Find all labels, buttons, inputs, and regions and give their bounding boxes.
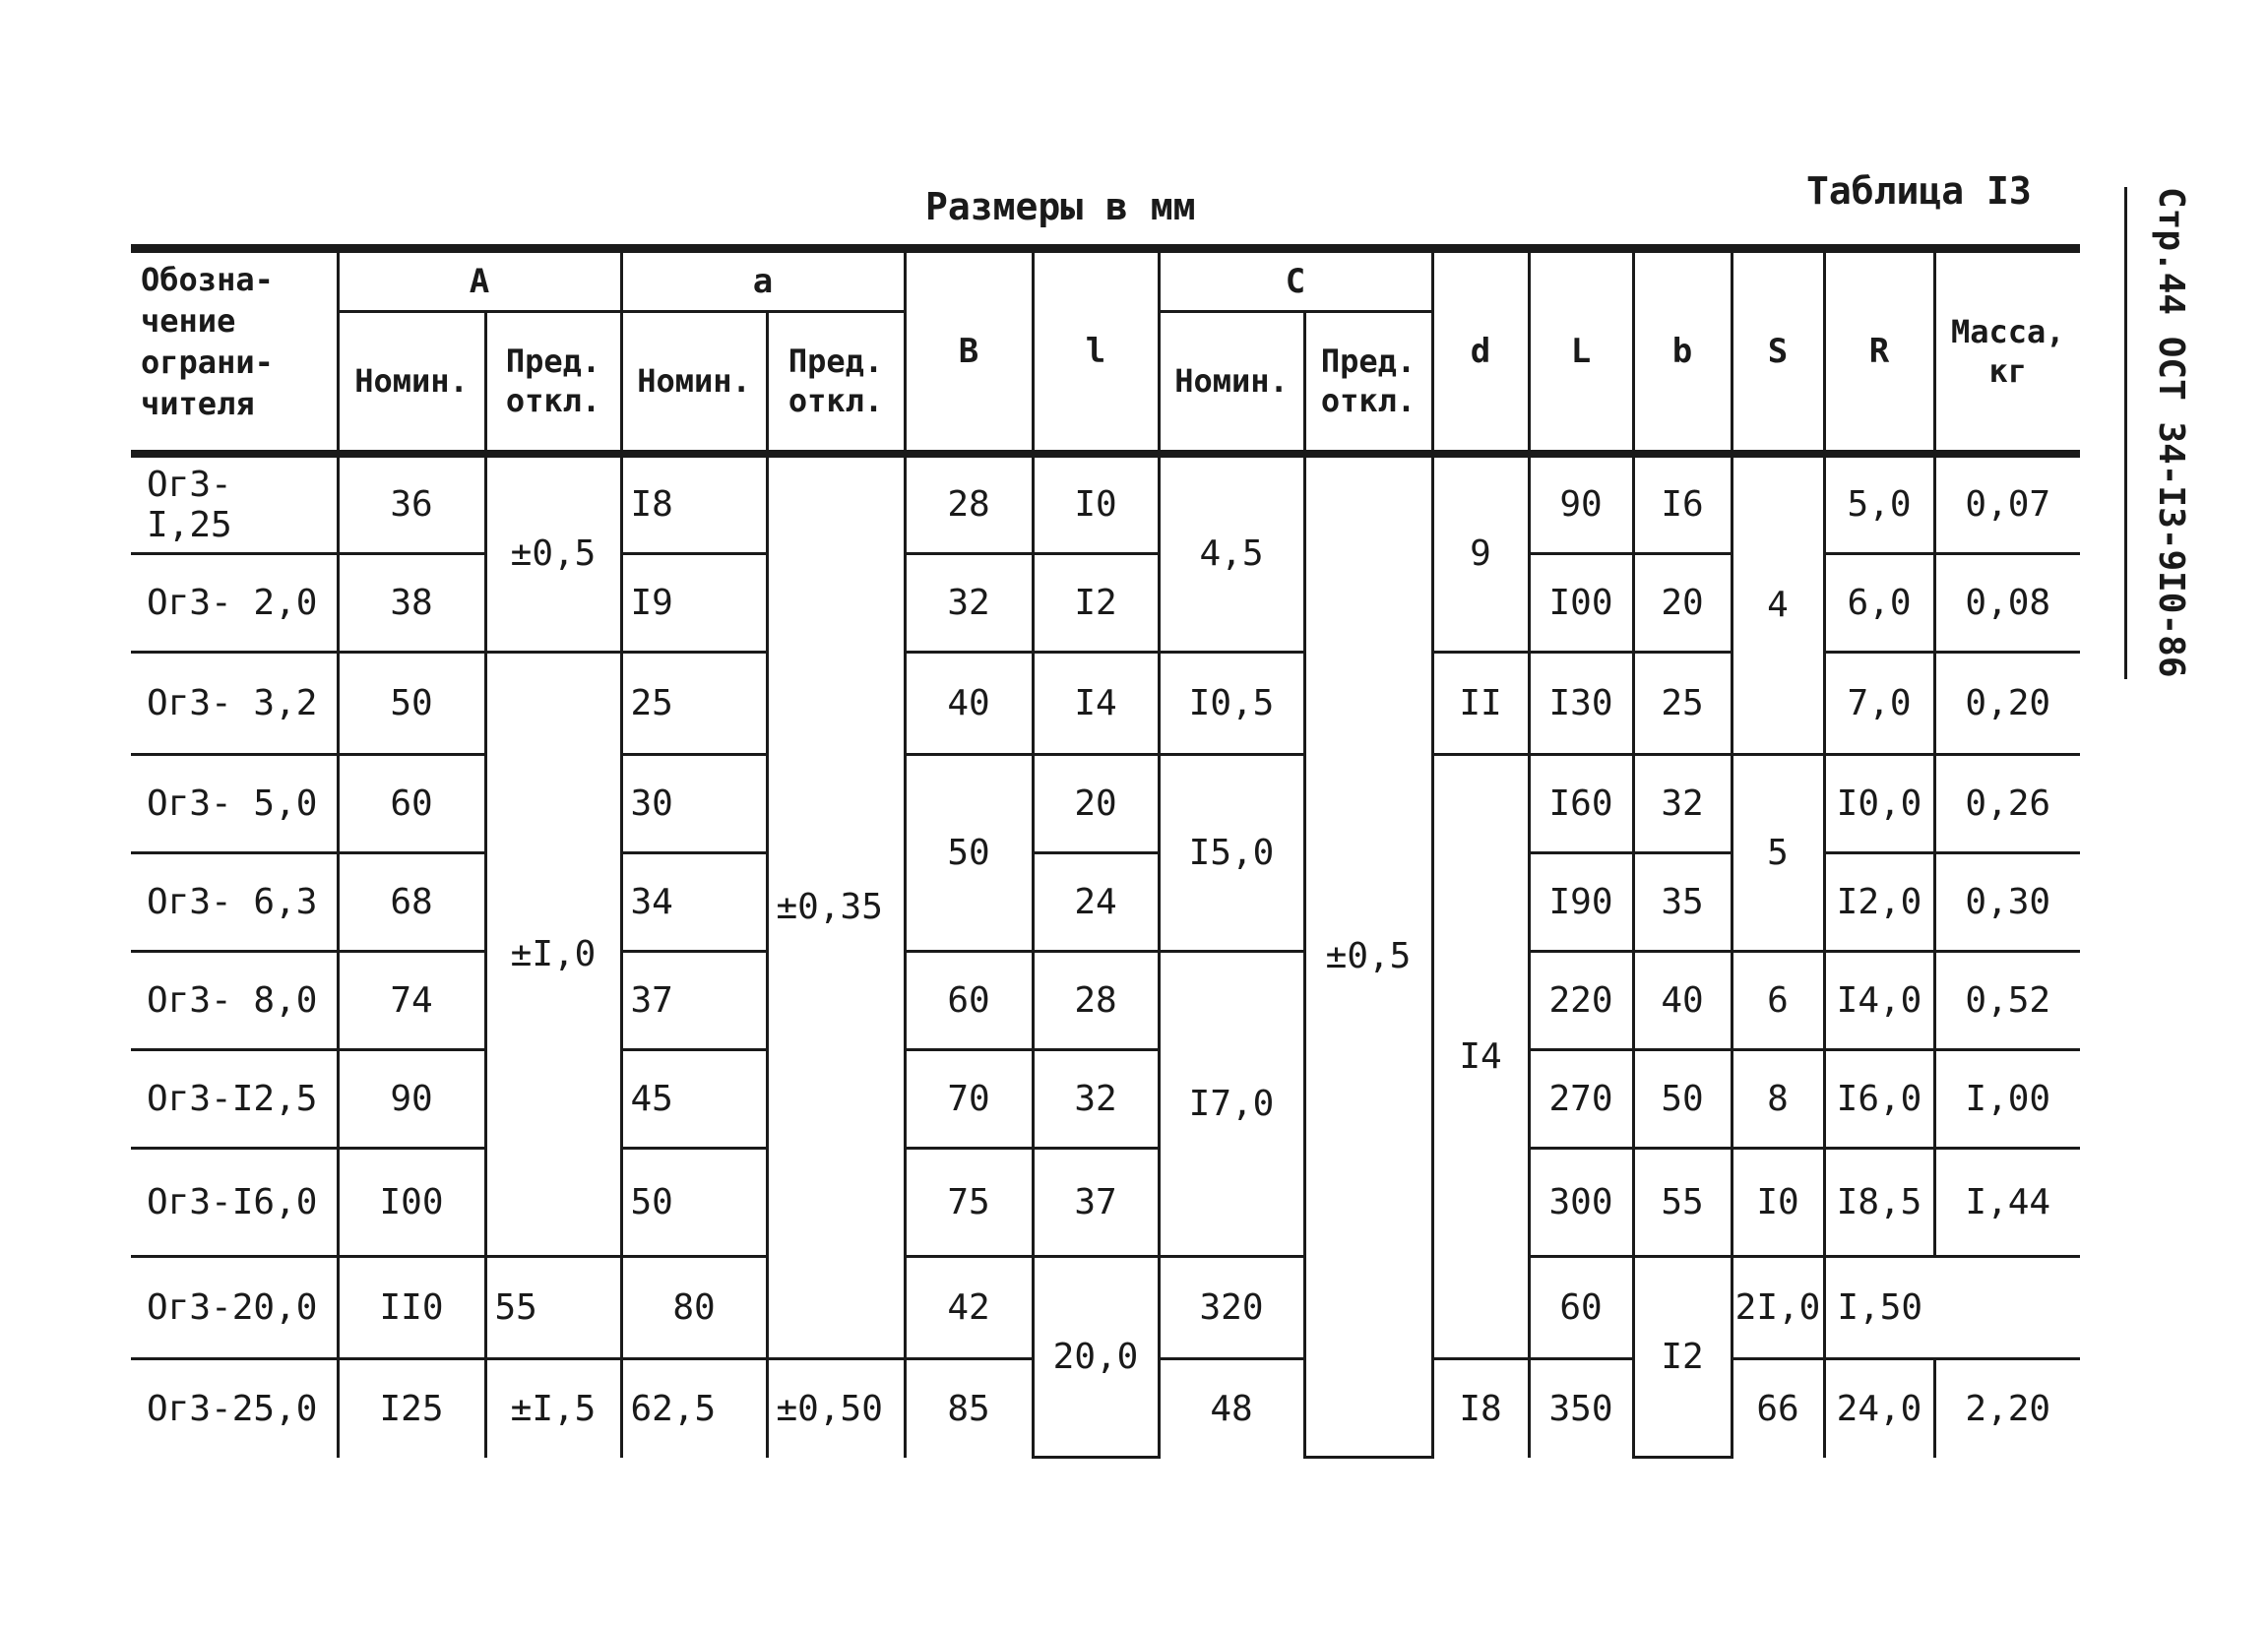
cell-a: 62,5 <box>621 1359 767 1458</box>
cell-L: 350 <box>1529 1359 1633 1458</box>
header-a-deviation: Пред. откл. <box>767 312 905 454</box>
cell-a: 50 <box>621 1149 767 1257</box>
cell-S: 4 <box>1732 454 1824 755</box>
cell-mass: 0,07 <box>1934 454 2080 554</box>
cell-A: 36 <box>338 454 485 554</box>
cell-A: 68 <box>338 853 485 952</box>
cell-B: 70 <box>905 1050 1033 1149</box>
cell-l: 48 <box>1159 1359 1304 1458</box>
header-L: L <box>1529 249 1633 454</box>
cell-L: 220 <box>1529 952 1633 1050</box>
cell-mass: I,50 <box>1824 1257 1934 1359</box>
cell-S: 8 <box>1732 1050 1824 1149</box>
cell-l: 37 <box>1033 1149 1159 1257</box>
cell-A: II0 <box>338 1257 485 1359</box>
cell-d: II <box>1432 653 1529 755</box>
header-C-nominal: Номин. <box>1159 312 1304 454</box>
cell-b: 25 <box>1633 653 1732 755</box>
cell-L: 90 <box>1529 454 1633 554</box>
cell-S: I0 <box>1732 1149 1824 1257</box>
header-A-nominal: Номин. <box>338 312 485 454</box>
header-b: b <box>1633 249 1732 454</box>
header-A-deviation: Пред. откл. <box>485 312 621 454</box>
cell-A: I00 <box>338 1149 485 1257</box>
cell-designation: Ог3-25,0 <box>131 1359 338 1458</box>
cell-mass: 0,20 <box>1934 653 2080 755</box>
table-row <box>131 755 2080 853</box>
cell-R: I2,0 <box>1824 853 1934 952</box>
cell-designation: Ог3-20,0 <box>131 1257 338 1359</box>
cell-C: 20,0 <box>1033 1257 1159 1458</box>
cell-L: I90 <box>1529 853 1633 952</box>
cell-d: I8 <box>1432 1359 1529 1458</box>
table-row <box>131 1149 2080 1257</box>
cell-l: 42 <box>905 1257 1033 1359</box>
header-d: d <box>1432 249 1529 454</box>
table-row <box>131 952 2080 1050</box>
cell-A-deviation: ±I,5 <box>485 1359 621 1458</box>
cell-A: 50 <box>338 653 485 755</box>
cell-A: 60 <box>338 755 485 853</box>
header-mass: Масса, кг <box>1934 249 2080 454</box>
cell-a: I9 <box>621 554 767 653</box>
cell-designation: Ог3- 2,0 <box>131 554 338 653</box>
header-R: R <box>1824 249 1934 454</box>
cell-designation: Ог3- 6,3 <box>131 853 338 952</box>
cell-L: 270 <box>1529 1050 1633 1149</box>
header-S: S <box>1732 249 1824 454</box>
cell-a: 30 <box>621 755 767 853</box>
header-A: А <box>338 249 621 312</box>
cell-R: I0,0 <box>1824 755 1934 853</box>
cell-C: 4,5 <box>1159 454 1304 653</box>
header-a-nominal: Номин. <box>621 312 767 454</box>
cell-designation: Ог3-I2,5 <box>131 1050 338 1149</box>
cell-mass: 0,52 <box>1934 952 2080 1050</box>
header-C: С <box>1159 249 1432 312</box>
cell-B: 60 <box>905 952 1033 1050</box>
cell-B: 75 <box>905 1149 1033 1257</box>
cell-C: I5,0 <box>1159 755 1304 952</box>
cell-b: 60 <box>1529 1257 1633 1359</box>
cell-b: I6 <box>1633 454 1732 554</box>
cell-d: I4 <box>1432 755 1529 1359</box>
cell-A: 90 <box>338 1050 485 1149</box>
cell-l: I2 <box>1033 554 1159 653</box>
cell-B: 80 <box>621 1257 767 1359</box>
cell-A: 38 <box>338 554 485 653</box>
cell-L: 320 <box>1159 1257 1304 1359</box>
cell-mass: I,00 <box>1934 1050 2080 1149</box>
cell-b: 55 <box>1633 1149 1732 1257</box>
cell-R: 5,0 <box>1824 454 1934 554</box>
units-caption: Размеры в мм <box>925 185 1196 228</box>
cell-C-deviation: ±0,5 <box>1304 454 1432 1458</box>
cell-designation: Ог3- 3,2 <box>131 653 338 755</box>
cell-designation: Ог3- 8,0 <box>131 952 338 1050</box>
cell-l: 20 <box>1033 755 1159 853</box>
cell-b: 66 <box>1732 1359 1824 1458</box>
cell-R: 7,0 <box>1824 653 1934 755</box>
cell-a: 37 <box>621 952 767 1050</box>
cell-L: 300 <box>1529 1149 1633 1257</box>
cell-A-deviation: ±I,0 <box>485 653 621 1257</box>
header-a: а <box>621 249 905 312</box>
cell-B: 32 <box>905 554 1033 653</box>
table-row <box>131 1050 2080 1149</box>
cell-B: 28 <box>905 454 1033 554</box>
cell-mass: 2,20 <box>1934 1359 2080 1458</box>
dimensions-table <box>131 244 2080 1459</box>
cell-l: 24 <box>1033 853 1159 952</box>
cell-B: 85 <box>905 1359 1033 1458</box>
cell-B: 40 <box>905 653 1033 755</box>
cell-R: 24,0 <box>1824 1359 1934 1458</box>
table-row <box>131 1257 2080 1359</box>
cell-a-deviation: ±0,35 <box>767 454 905 1359</box>
cell-C: I7,0 <box>1159 952 1304 1257</box>
cell-a: I8 <box>621 454 767 554</box>
cell-a: 34 <box>621 853 767 952</box>
cell-l: 28 <box>1033 952 1159 1050</box>
cell-L: I30 <box>1529 653 1633 755</box>
cell-a: 55 <box>485 1257 621 1359</box>
cell-R: 6,0 <box>1824 554 1934 653</box>
page-standard-code: Стр.44 ОСТ 34-I3-9I0-86 <box>2151 187 2191 678</box>
header-B: В <box>905 249 1033 454</box>
cell-l: I4 <box>1033 653 1159 755</box>
cell-C: I0,5 <box>1159 653 1304 755</box>
cell-S: 6 <box>1732 952 1824 1050</box>
cell-B: 50 <box>905 755 1033 952</box>
cell-designation: Ог3- I,25 <box>131 454 338 554</box>
cell-L: I00 <box>1529 554 1633 653</box>
header-l: l <box>1033 249 1159 454</box>
cell-mass: 0,26 <box>1934 755 2080 853</box>
cell-mass: 0,30 <box>1934 853 2080 952</box>
cell-d: 9 <box>1432 454 1529 653</box>
cell-A: 74 <box>338 952 485 1050</box>
header-designation: Обозна- чение ограни- чителя <box>131 249 338 454</box>
cell-R: I8,5 <box>1824 1149 1934 1257</box>
cell-R: I6,0 <box>1824 1050 1934 1149</box>
table-number: Таблица I3 <box>1806 169 2032 213</box>
cell-R: I4,0 <box>1824 952 1934 1050</box>
side-rule <box>2124 187 2127 679</box>
cell-designation: Ог3-I6,0 <box>131 1149 338 1257</box>
cell-mass: 0,08 <box>1934 554 2080 653</box>
cell-l: 32 <box>1033 1050 1159 1149</box>
cell-b: 20 <box>1633 554 1732 653</box>
cell-mass: I,44 <box>1934 1149 2080 1257</box>
cell-l: I0 <box>1033 454 1159 554</box>
cell-b: 40 <box>1633 952 1732 1050</box>
cell-b: 35 <box>1633 853 1732 952</box>
cell-designation: Ог3- 5,0 <box>131 755 338 853</box>
table-row <box>131 454 2080 554</box>
cell-S: I2 <box>1633 1257 1732 1458</box>
cell-S: 5 <box>1732 755 1824 952</box>
cell-b: 32 <box>1633 755 1732 853</box>
cell-a: 25 <box>621 653 767 755</box>
cell-b: 50 <box>1633 1050 1732 1149</box>
cell-a: 45 <box>621 1050 767 1149</box>
cell-A: I25 <box>338 1359 485 1458</box>
cell-L: I60 <box>1529 755 1633 853</box>
cell-A-deviation: ±0,5 <box>485 454 621 653</box>
cell-a-deviation: ±0,50 <box>767 1359 905 1458</box>
cell-R: 2I,0 <box>1732 1257 1824 1359</box>
header-C-deviation: Пред. откл. <box>1304 312 1432 454</box>
